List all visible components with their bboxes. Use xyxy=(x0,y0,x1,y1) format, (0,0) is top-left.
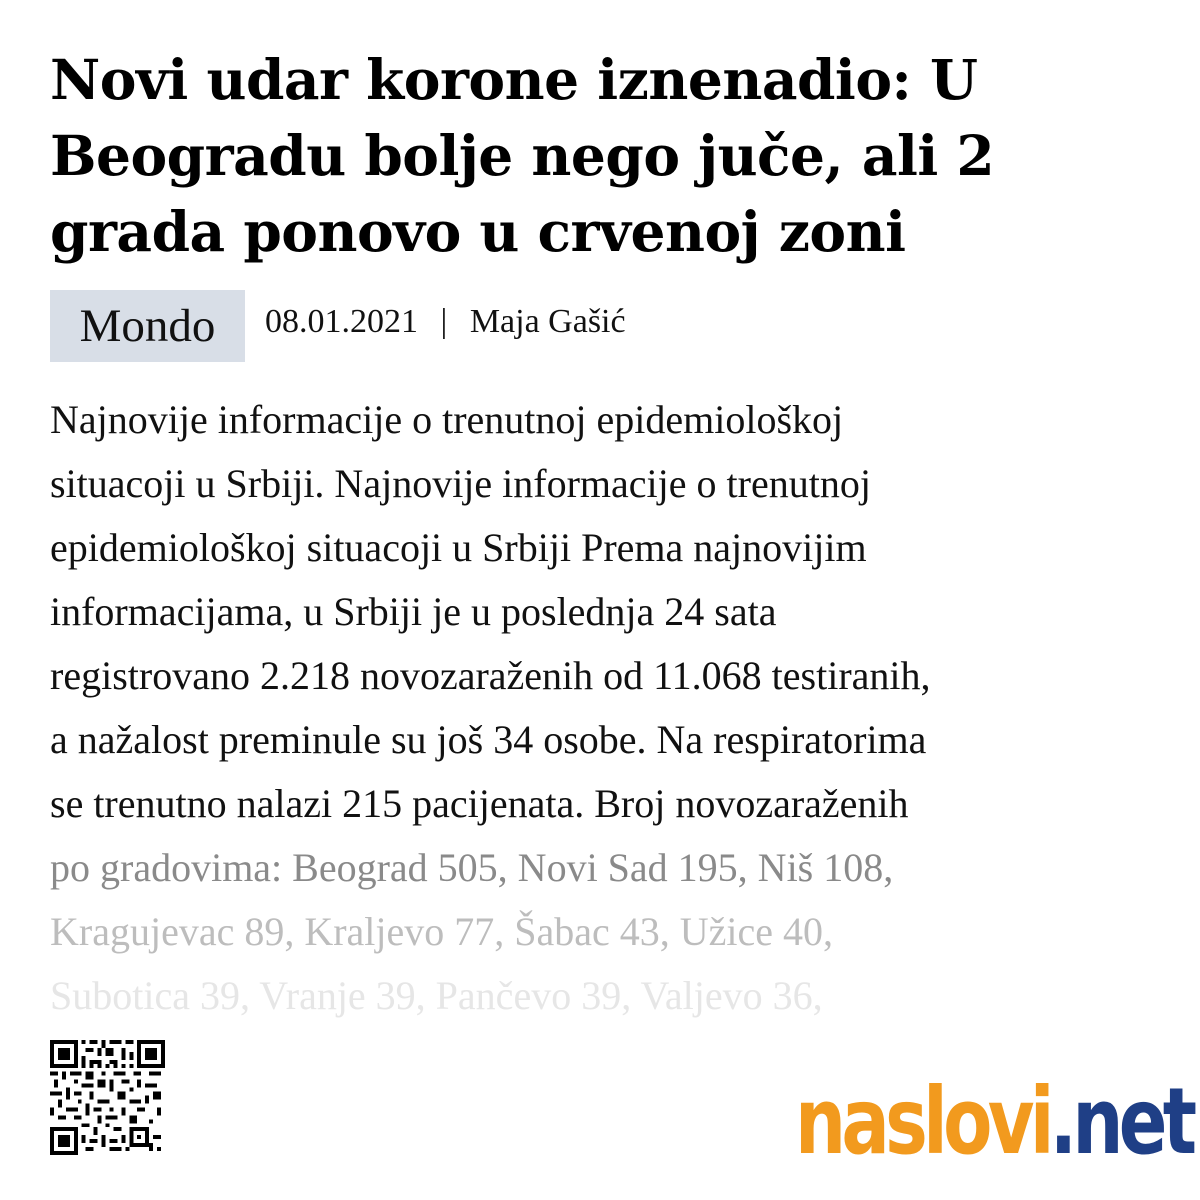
logo-naslovi-text: naslovi xyxy=(795,1068,1050,1175)
source-badge[interactable] xyxy=(50,290,245,362)
article-title: Novi udar korone iznenadio: U Beogradu bolje nego juče, ali 2 grada ponovo u crvenoj zoni xyxy=(50,47,995,264)
article-body-line: situacoji u Srbiji. Najnovije informacije o trenutnoj xyxy=(50,461,871,506)
meta-separator: | xyxy=(440,303,448,340)
article-body-line: a nažalost preminule su još 34 osobe. Na respiratorima xyxy=(50,717,927,762)
naslovi-logo[interactable] xyxy=(795,1058,1193,1175)
qr-code-icon[interactable] xyxy=(50,1040,165,1155)
article-body-line: Kragujevac 89, Kraljevo 77, Šabac 43, Užice 40, xyxy=(50,909,834,954)
article-body-line: epidemiološkoj situacoji u Srbiji Prema najnovijim xyxy=(50,525,867,570)
article-author: Maja Gašić xyxy=(469,303,626,340)
logo-net-text: .net xyxy=(1049,1068,1193,1175)
article-body-line: Subotica 39, Vranje 39, Pančevo 39, Valjevo 36, xyxy=(50,973,823,1018)
article-meta xyxy=(265,303,626,341)
article-date: 08.01.2021 xyxy=(265,303,418,340)
article-body-line: po gradovima: Beograd 505, Novi Sad 195, Niš 108, xyxy=(50,845,894,890)
article-body xyxy=(50,388,1160,1028)
article-body-line: se trenutno nalazi 215 pacijenata. Broj novozaraženih xyxy=(50,781,909,826)
article-body-line: Najnovije informacije o trenutnoj epidemiološkoj xyxy=(50,397,844,442)
article-body-line: registrovano 2.218 novozaraženih od 11.068 testiranih, xyxy=(50,653,931,698)
source-label: Mondo xyxy=(79,300,216,352)
article-body-line: informacijama, u Srbiji je u poslednja 24 sata xyxy=(50,589,777,634)
